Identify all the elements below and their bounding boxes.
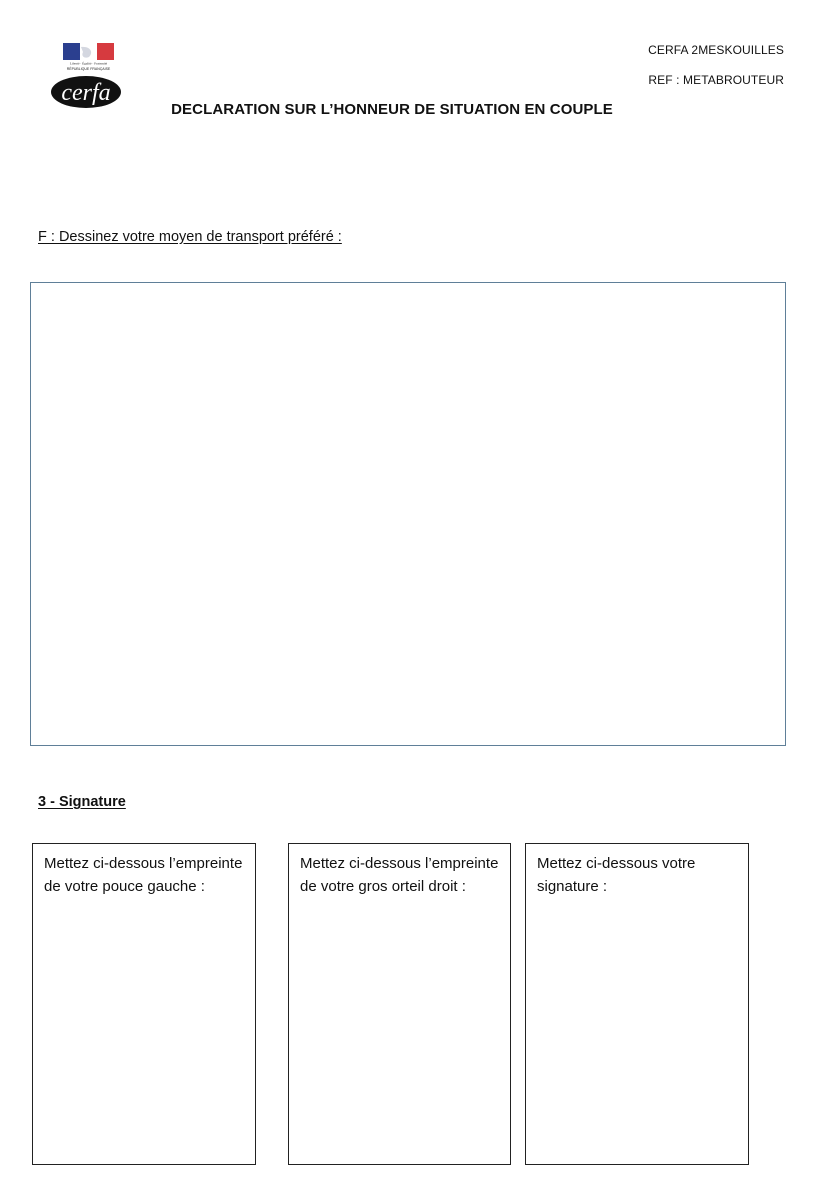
svg-text:RÉPUBLIQUE FRANÇAISE: RÉPUBLIQUE FRANÇAISE bbox=[66, 67, 111, 71]
cerfa-logo bbox=[50, 40, 126, 110]
form-reference: REF : METABROUTEUR bbox=[648, 73, 784, 87]
svg-text:Liberté · Égalité · Fraternité: Liberté · Égalité · Fraternité bbox=[69, 61, 108, 66]
svg-text:cerfa: cerfa bbox=[61, 80, 111, 106]
marianne-flag-icon bbox=[50, 40, 126, 110]
form-code: CERFA 2MESKOUILLES bbox=[648, 43, 784, 57]
signature-box[interactable] bbox=[525, 843, 749, 1165]
drawing-area[interactable] bbox=[30, 282, 786, 746]
toeprint-box-label: Mettez ci-dessous l’empreinte de votre gros orteil droit : bbox=[300, 855, 499, 895]
page-title: DECLARATION SUR L’HONNEUR DE SITUATION EN COUPLE bbox=[171, 101, 613, 118]
signature-box-label: Mettez ci-dessous votre signature : bbox=[537, 855, 696, 895]
thumbprint-box-label: Mettez ci-dessous l’empreinte de votre pouce gauche : bbox=[44, 855, 243, 895]
thumbprint-box[interactable] bbox=[32, 843, 256, 1165]
signature-section-heading: 3 - Signature bbox=[38, 794, 126, 810]
section-f-heading: F : Dessinez votre moyen de transport préféré : bbox=[38, 229, 342, 245]
toeprint-box[interactable] bbox=[288, 843, 511, 1165]
